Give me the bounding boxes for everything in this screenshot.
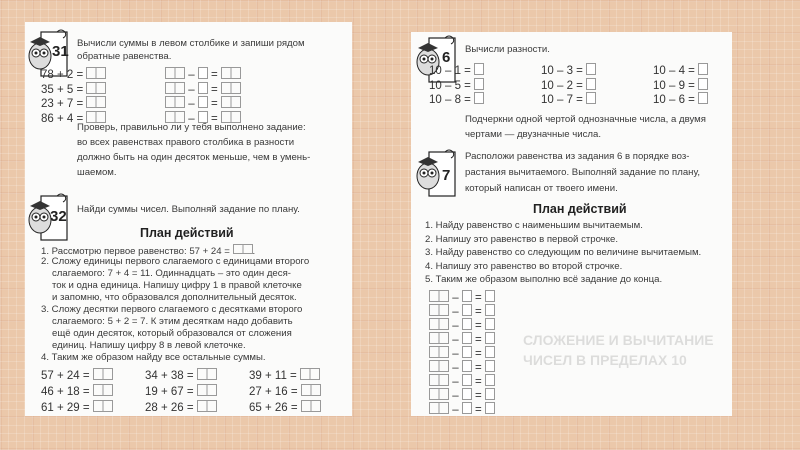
sum-row-answer[interactable] xyxy=(41,384,113,399)
task-32-number: 32 xyxy=(50,208,67,225)
difference-expression: 10 – 1 = xyxy=(429,65,471,77)
task-6-note-line2: чертами — двузначные числа. xyxy=(465,129,602,140)
answer-box[interactable] xyxy=(462,304,472,316)
difference-row-answer[interactable] xyxy=(541,78,596,93)
inverse-equation-row-answer[interactable] xyxy=(165,96,241,111)
sum-expression: 34 + 38 = xyxy=(145,370,194,382)
difference-row-answer[interactable] xyxy=(541,92,596,107)
answer-box-two-digit[interactable] xyxy=(165,96,185,108)
plan-step: 4. Напишу это равенство во второй строчке. xyxy=(425,260,623,272)
answer-box[interactable] xyxy=(485,290,495,302)
difference-row-answer[interactable] xyxy=(429,92,484,107)
equation-answer-row[interactable] xyxy=(429,318,495,333)
answer-box-two-digit[interactable] xyxy=(429,318,449,330)
difference-row-answer[interactable] xyxy=(429,63,484,78)
difference-expression: 10 – 8 = xyxy=(429,94,471,106)
answer-box[interactable] xyxy=(462,332,472,344)
difference-row-answer[interactable] xyxy=(653,78,708,93)
plan-step xyxy=(52,268,291,280)
equation-answer-row[interactable] xyxy=(429,374,495,389)
answer-box-two-digit[interactable] xyxy=(93,368,113,380)
sum-expression: 46 + 18 = xyxy=(41,386,90,398)
answer-box[interactable] xyxy=(586,63,596,75)
difference-row-answer[interactable] xyxy=(653,63,708,78)
equation-row xyxy=(41,82,106,97)
minus-sign: – xyxy=(452,320,459,332)
minus-sign: – xyxy=(452,362,459,374)
inverse-equation-row-answer[interactable] xyxy=(165,67,241,82)
equals-sign: = xyxy=(211,112,218,125)
difference-row-answer[interactable] xyxy=(541,63,596,78)
answer-box[interactable] xyxy=(462,402,472,414)
answer-box[interactable] xyxy=(485,332,495,344)
answer-box-two-digit[interactable] xyxy=(221,67,241,79)
check-text-line2: во всех равенствах правого столбика в разности xyxy=(77,137,295,148)
task-31-instruction-line1: Вычисли суммы в левом столбике и запиши рядом xyxy=(77,38,305,49)
answer-box[interactable] xyxy=(485,360,495,372)
task-6-note-line1: Подчеркни одной чертой однозначные числа, а двумя xyxy=(465,114,706,125)
sum-expression: 39 + 11 = xyxy=(249,370,297,382)
answer-box[interactable] xyxy=(698,78,708,90)
difference-expression: 10 – 4 = xyxy=(653,65,695,77)
task-7-instruction-line1: Расположи равенства из задания 6 в порядке воз- xyxy=(465,151,690,162)
owl-task-icon xyxy=(415,148,457,198)
answer-box-two-digit[interactable] xyxy=(86,67,106,79)
answer-box-two-digit[interactable] xyxy=(86,111,106,123)
equals-sign: = xyxy=(475,306,482,318)
equation-text: 35 + 5 = xyxy=(41,83,84,96)
plan-step xyxy=(52,280,302,292)
minus-sign: – xyxy=(188,98,195,110)
plan-step: 1. Найду равенство с наименьшим вычитаемым. xyxy=(425,220,643,231)
plan-title: План действий xyxy=(533,202,627,216)
minus-sign: – xyxy=(188,83,195,96)
plan-step xyxy=(41,256,309,268)
plan-step-text: 3. Сложу десятки первого слагаемого с десятками второго xyxy=(41,304,303,315)
plan-step-text: и запомню, что образовался дополнительный десяток. xyxy=(52,292,297,303)
answer-box-two-digit[interactable] xyxy=(197,400,217,412)
sum-expression: 65 + 26 = xyxy=(249,402,298,414)
minus-sign: – xyxy=(452,390,459,402)
answer-box[interactable] xyxy=(474,63,484,75)
equals-sign: = xyxy=(475,320,482,332)
answer-box-two-digit[interactable] xyxy=(197,384,217,396)
plan-title: План действий xyxy=(140,226,234,240)
task-31-number: 31 xyxy=(52,43,69,60)
sum-row-answer[interactable] xyxy=(145,368,217,383)
difference-expression: 10 – 6 = xyxy=(653,94,695,106)
equals-sign: = xyxy=(475,390,482,402)
equation-answer-row[interactable] xyxy=(429,388,495,403)
answer-box-two-digit[interactable] xyxy=(165,82,185,94)
answer-box[interactable] xyxy=(485,388,495,400)
answer-box[interactable] xyxy=(462,318,472,330)
inverse-equation-row-answer[interactable] xyxy=(165,82,241,97)
answer-box-two-digit[interactable] xyxy=(301,384,321,396)
sum-expression: 57 + 24 = xyxy=(41,370,90,382)
answer-box-two-digit[interactable] xyxy=(93,400,113,412)
equals-sign: = xyxy=(475,404,482,416)
plan-step-text: единиц. Напишу цифру 8 в левой клеточке. xyxy=(52,340,246,351)
plan-step: 2. Напишу это равенство в первой строчке. xyxy=(425,233,619,245)
answer-box[interactable] xyxy=(485,318,495,330)
sum-expression: 27 + 16 = xyxy=(249,386,298,398)
answer-box-two-digit[interactable] xyxy=(429,290,449,302)
equals-sign: = xyxy=(211,83,218,96)
difference-expression: 10 – 3 = xyxy=(541,65,583,77)
answer-box[interactable] xyxy=(462,290,472,302)
plan-step xyxy=(41,304,302,316)
answer-box-two-digit[interactable] xyxy=(221,82,241,94)
answer-box[interactable] xyxy=(462,360,472,372)
sum-row-answer[interactable] xyxy=(249,384,321,399)
ghost-heading-line1: СЛОЖЕНИЕ И ВЫЧИТАНИЕ xyxy=(523,332,714,348)
answer-box-two-digit[interactable] xyxy=(165,67,185,79)
answer-box[interactable] xyxy=(698,63,708,75)
minus-sign: – xyxy=(188,69,195,81)
answer-box-two-digit[interactable] xyxy=(429,374,449,386)
task-6-instruction: Вычисли разности. xyxy=(465,44,550,55)
answer-box[interactable] xyxy=(198,82,208,94)
minus-sign: – xyxy=(452,334,459,346)
plan-step: 5. Таким же образом выполню всё задание до конца. xyxy=(425,274,663,285)
minus-sign: – xyxy=(452,306,459,318)
equation-answer-row[interactable] xyxy=(429,360,495,375)
equation-text: 23 + 7 = xyxy=(41,98,84,110)
answer-box[interactable] xyxy=(462,388,472,400)
equals-sign: = xyxy=(475,376,482,388)
minus-sign: – xyxy=(452,348,459,360)
sum-row-answer[interactable] xyxy=(145,400,217,415)
task-7-instruction-line2: растания вычитаемого. Выполняй задание по плану, xyxy=(465,167,700,178)
task-7-instruction-line3: который написан от твоего имени. xyxy=(465,183,618,194)
sum-row-answer[interactable] xyxy=(41,400,113,415)
minus-sign: – xyxy=(452,404,459,416)
plan-step-text: 1. Рассмотрю первое равенство: 57 + 24 = xyxy=(41,246,230,257)
answer-box[interactable] xyxy=(462,374,472,386)
answer-box-two-digit[interactable] xyxy=(429,346,449,358)
answer-box-two-digit[interactable] xyxy=(86,82,106,94)
answer-box[interactable] xyxy=(198,67,208,79)
answer-box-two-digit[interactable] xyxy=(165,111,185,123)
sum-expression: 28 + 26 = xyxy=(145,402,194,414)
equation-answer-row[interactable] xyxy=(429,402,495,416)
answer-box-two-digit[interactable] xyxy=(221,96,241,108)
plan-step xyxy=(52,328,292,340)
answer-box-two-digit[interactable] xyxy=(429,304,449,316)
answer-box-two-digit[interactable] xyxy=(429,360,449,372)
equals-sign: = xyxy=(211,98,218,110)
plan-step: 1. Рассмотрю первое равенство: 57 + 24 = . xyxy=(41,246,256,257)
equals-sign: = xyxy=(475,334,482,346)
sum-row-answer[interactable] xyxy=(249,368,320,383)
sum-expression: 19 + 67 = xyxy=(145,386,194,398)
plan-step xyxy=(41,352,266,364)
equation-answer-row[interactable] xyxy=(429,332,495,347)
check-text-line1: Проверь, правильно ли у тебя выполнено задание: xyxy=(77,122,306,133)
answer-box[interactable] xyxy=(198,111,208,123)
equals-sign: = xyxy=(475,362,482,374)
plan-step xyxy=(52,316,293,328)
answer-box-two-digit[interactable] xyxy=(429,332,449,344)
plan-step-text: слагаемого: 5 + 2 = 7. К этим десяткам надо добавить xyxy=(52,316,293,327)
equation-row xyxy=(41,67,106,82)
answer-box[interactable] xyxy=(474,78,484,90)
minus-sign: – xyxy=(452,292,459,304)
answer-box-two-digit[interactable] xyxy=(221,111,241,123)
difference-row-answer[interactable] xyxy=(429,78,484,93)
answer-box[interactable] xyxy=(485,374,495,386)
task-32-instruction: Найди суммы чисел. Выполняй задание по плану. xyxy=(77,204,300,215)
answer-box-two-digit[interactable] xyxy=(429,402,449,414)
difference-expression: 10 – 2 = xyxy=(541,79,583,92)
sum-row-answer[interactable] xyxy=(145,384,217,399)
answer-box-two-digit[interactable] xyxy=(301,400,321,412)
check-text-line4: шаемом. xyxy=(77,167,117,178)
plan-step-text: ещё один десяток, который образовался от сложения xyxy=(52,328,292,339)
difference-row-answer[interactable] xyxy=(653,92,708,107)
answer-box-two-digit[interactable] xyxy=(86,96,106,108)
check-text-line3: должно быть на один десяток меньше, чем в умень- xyxy=(77,152,311,163)
equation-row xyxy=(41,96,106,111)
minus-sign: – xyxy=(452,376,459,388)
plan-step: 3. Найду равенство со следующим по величине вычитаемым. xyxy=(425,247,702,258)
minus-sign: – xyxy=(188,112,195,125)
task-6-number: 6 xyxy=(442,49,451,66)
difference-expression: 10 – 5 = xyxy=(429,79,471,92)
answer-box[interactable] xyxy=(485,304,495,316)
difference-expression: 10 – 7 = xyxy=(541,94,583,106)
plan-step-text: 2. Сложу единицы первого слагаемого с единицами второго xyxy=(41,256,310,267)
sum-row-answer[interactable] xyxy=(41,368,113,383)
ghost-heading-line2: ЧИСЕЛ В ПРЕДЕЛАХ 10 xyxy=(523,352,687,368)
answer-box[interactable] xyxy=(198,96,208,108)
answer-box[interactable] xyxy=(586,92,596,104)
answer-box[interactable] xyxy=(698,92,708,104)
equation-text: 78 + 2 = xyxy=(41,69,84,81)
task-7-number: 7 xyxy=(442,167,451,184)
answer-box-two-digit[interactable] xyxy=(233,244,253,254)
right-textbook-page xyxy=(411,32,732,416)
answer-box-two-digit[interactable] xyxy=(429,388,449,400)
answer-box-two-digit[interactable] xyxy=(197,368,217,380)
plan-step-text: ток и одна единица. Напишу цифру 1 в правой клеточке xyxy=(52,280,302,291)
sum-expression: 61 + 29 = xyxy=(41,402,90,414)
equation-text: 86 + 4 = xyxy=(41,112,84,125)
difference-expression: 10 – 9 = xyxy=(653,79,695,92)
left-textbook-page xyxy=(25,22,352,416)
answer-box[interactable] xyxy=(485,402,495,414)
sum-row-answer[interactable] xyxy=(249,400,321,415)
equation-answer-row[interactable] xyxy=(429,346,495,361)
equals-sign: = xyxy=(475,292,482,304)
answer-box[interactable] xyxy=(586,78,596,90)
equals-sign: = xyxy=(475,348,482,360)
plan-step-text: 4. Таким же образом найду все остальные суммы. xyxy=(41,352,266,363)
equals-sign: = xyxy=(211,69,218,81)
answer-box[interactable] xyxy=(462,346,472,358)
answer-box-two-digit[interactable] xyxy=(93,384,113,396)
plan-step xyxy=(52,292,297,304)
task-31-instruction-line2: обратные равенства. xyxy=(77,51,172,62)
equation-answer-row[interactable] xyxy=(429,304,495,319)
answer-box-two-digit[interactable] xyxy=(300,368,320,380)
plan-step xyxy=(52,340,246,352)
equation-answer-row[interactable] xyxy=(429,290,495,305)
plan-step-text: слагаемого: 7 + 4 = 11. Одиннадцать – это один деся- xyxy=(52,268,291,279)
answer-box[interactable] xyxy=(474,92,484,104)
answer-box[interactable] xyxy=(485,346,495,358)
